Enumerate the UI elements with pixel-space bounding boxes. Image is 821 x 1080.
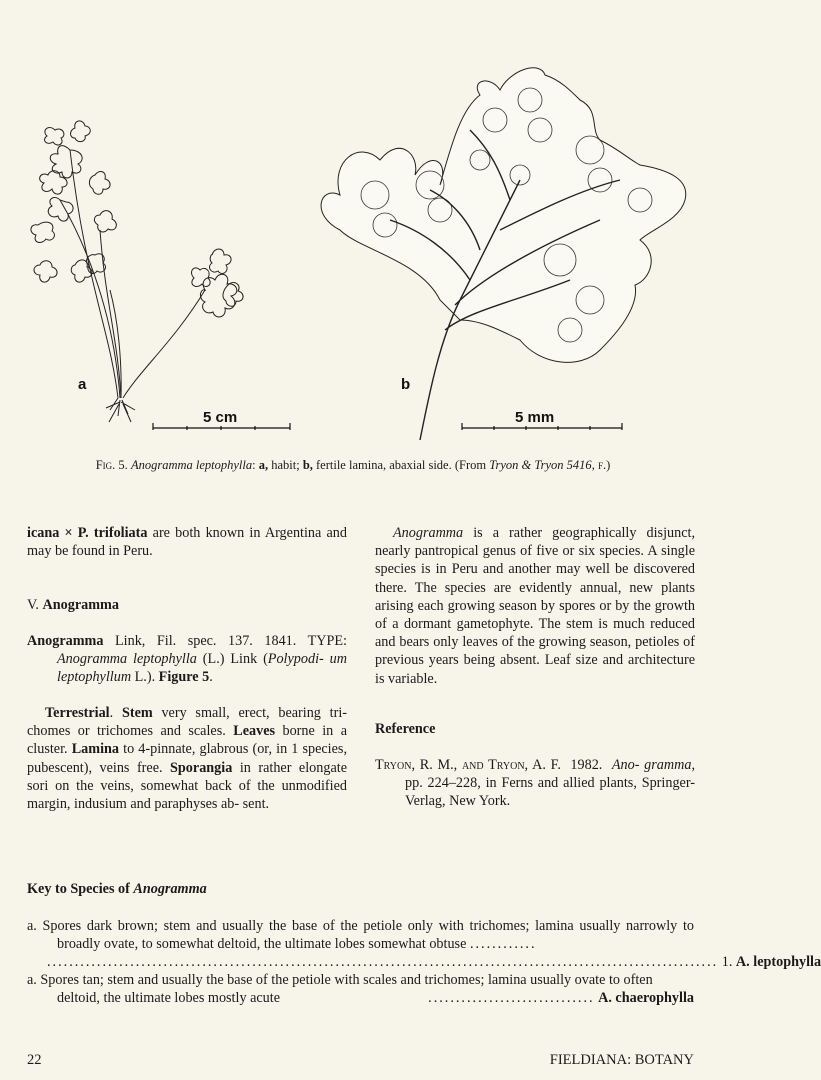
section-name: Anogramma [42,597,119,613]
key-entry-2 [27,971,694,1007]
key-leader-line [27,953,821,971]
caption-herbarium: f. [597,458,607,472]
right-column [375,524,695,688]
key-marker: a. [27,918,37,934]
caption-habit: habit; [268,458,303,472]
caption-a: a, [258,458,269,472]
genus-italic: Anogramma [393,525,464,541]
key-result [428,989,694,1007]
key-leader-dots: .............................. [428,990,595,1006]
term-sporangia: Sporangia [170,759,233,776]
page-number: 22 [27,1052,42,1068]
caption-text1: : [252,458,259,472]
key-number: 1. [721,954,733,971]
term-leaves: Leaves [233,723,276,740]
genus-entry [27,632,347,687]
term-terrestrial: Terrestrial [45,705,110,721]
figure-caption [0,458,706,473]
caption-species: Anogramma leptophylla [130,458,253,472]
genus-citation: Link, Fil. spec. 137. 1841. TYPE: [103,633,347,649]
caption-fig-label: Fig. 5. [95,458,128,472]
type-end: L.). [131,669,159,686]
key-title-italic: Anogramma [133,881,207,897]
reference-title-italic: Ano- gramma [611,757,692,773]
caption-collector: Tryon & Tryon 5416 [489,458,592,472]
type-period: . [209,669,213,686]
key-title-bold: Key to Species of [27,881,134,897]
section-heading [27,596,347,614]
type-author: (L.) Link ( [196,651,268,668]
habit-illustration [31,121,243,422]
key-text: Spores dark brown; stem and usually the base of the petiole only with trichomes; lamina usually narrowly to broadly ovate, to somewhat deltoid, the ultimate lobes somewhat obtuse [42,918,694,953]
reference-authors: Tryon, R. M., and Tryon, A. F. [375,757,561,773]
key-taxon: A. leptophylla [735,954,821,971]
panel-b-label: b [401,376,411,393]
figure-5 [0,0,706,450]
reference-rest: , pp. 224–228, in Ferns and allied plants, Springer-Verlag, New York. [405,757,696,810]
caption-b: b, [302,458,313,472]
key-taxon: A. chaerophylla [598,990,694,1006]
caption-text2: fertile lamina, abaxial side. (From [312,458,490,472]
left-column [27,524,347,560]
term-lamina: Lamina [71,741,120,758]
key-leader-dots: ......................................................................................................................... [47,954,719,971]
journal-name: FIELDIANA: BOTANY [549,1052,694,1068]
section-number: V. [27,597,43,613]
desc-sporangia: in rather elongate sori on the veins, somewhat back of the unmodified margin, indusium and paraphyses ab- sent. [27,759,347,813]
type-species: Anogramma leptophylla [57,651,197,668]
term-stem: Stem [121,705,153,721]
scale-a-label: 5 cm [203,409,238,426]
key-title [27,881,207,898]
hybrid-name: icana × P. trifoliata [27,525,148,541]
left-paragraph-1 [27,524,347,560]
scale-b-label: 5 mm [515,409,555,426]
panel-a-label: a [78,376,87,393]
right-paragraph-1-text: is a rather geographically disjunct, nearly pantropical genus of five or six species. A single species is in Peru and another may well be discovered there. The species are evidently annual, new plants arising each growing season by spores or by the growth of a dormant gametophyte. The stem is much reduced and bears only leaves of the growing season, petioles of previous years being absent. Leaf size and architecture is variable. [375,525,695,687]
genus-description [27,704,347,813]
caption-close: ) [606,458,611,472]
desc-lamina: to 4-pinnate, glabrous (or, in 1 species, pubescent), veins free. [27,741,347,776]
genus-name: Anogramma [27,633,104,649]
caption-text3: , [591,458,598,472]
desc-sep-1: . [109,705,122,721]
key-entry-1 [27,917,821,972]
desc-stem: very small, erect, bearing tri- chomes or trichomes and scales. [27,705,348,740]
desc-leaves: borne in a cluster. [27,723,348,758]
key-text: Spores tan; stem and usually the base of the petiole with scales and trichomes; lamina usually ovate to often deltoid, the ultimate lobes mostly acute [40,972,653,1007]
basionym: Polypodi- um leptophyllum [57,651,347,686]
reference-heading [375,720,695,738]
right-paragraph-1 [375,524,695,688]
key-result [718,953,821,971]
left-paragraph-1-text: are both known in Argentina and may be found in Peru. [27,525,347,560]
reference-year: 1982. [560,757,612,773]
key-marker: a. [27,972,37,988]
figure-reference: Figure 5 [158,669,210,686]
reference-title: Reference [375,721,436,737]
key-leader: ............ [469,936,537,953]
reference-entry [375,756,695,811]
